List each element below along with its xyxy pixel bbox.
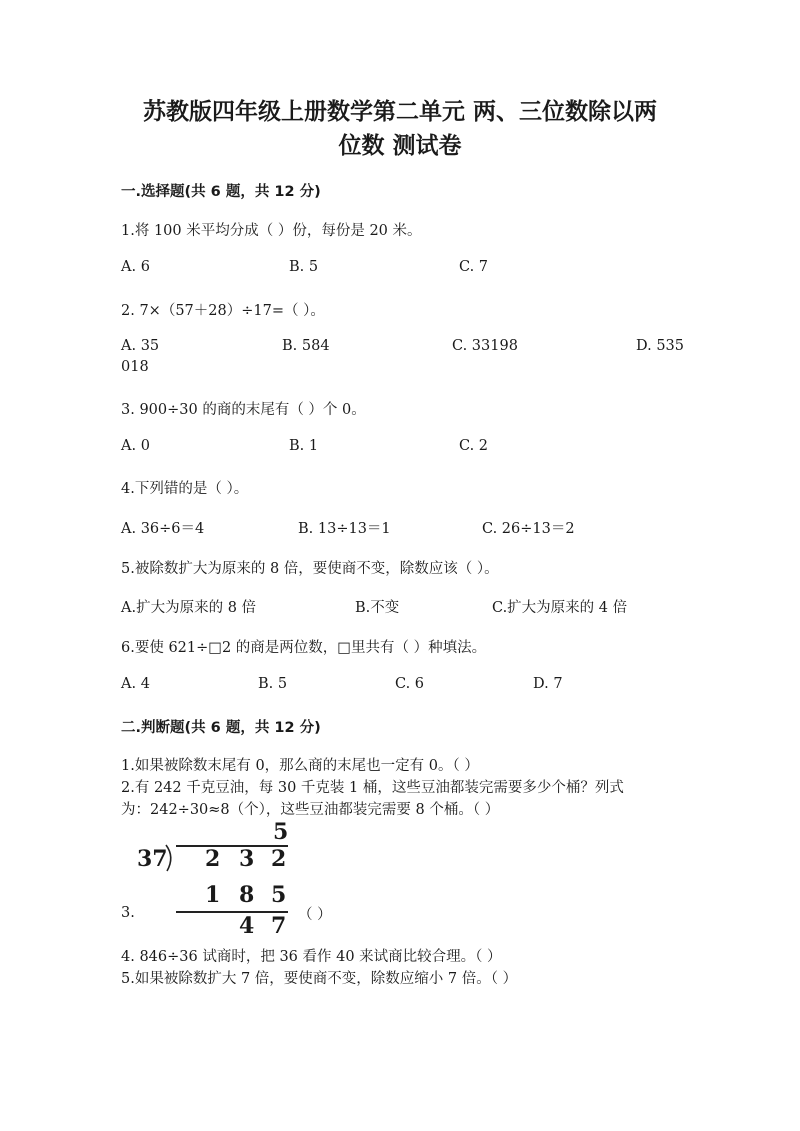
remainder-digit: 4 (239, 913, 255, 939)
judge-item-1: 1.如果被除数末尾有 0，那么商的末尾也一定有 0。（ ） (121, 758, 479, 774)
question-4: 4.下列错的是（ ）。 (121, 481, 249, 497)
option-6a: A. 4 (121, 676, 150, 692)
judge-item-5: 5.如果被除数扩大 7 倍，要使商不变，除数应缩小 7 倍。（ ） (121, 971, 518, 987)
option-2d-wrap: 018 (121, 359, 149, 375)
option-1a: A. 6 (121, 259, 150, 275)
product-digit: 1 (205, 882, 221, 908)
section-heading-choice: 一.选择题(共 6 题，共 12 分) (121, 184, 321, 200)
remainder-digit: 7 (271, 913, 287, 939)
dividend-digit: 3 (239, 846, 255, 872)
judge-item-3-answer: （ ） (298, 907, 332, 923)
judge-item-3-label: 3. (121, 905, 135, 921)
dividend-digit: 2 (205, 846, 221, 872)
option-2c: C. 33198 (452, 338, 518, 354)
judge-item-4: 4. 846÷36 试商时，把 36 看作 40 来试商比较合理。（ ） (121, 949, 502, 965)
option-3a: A. 0 (121, 438, 150, 454)
option-6b: B. 5 (258, 676, 288, 692)
product-digit: 5 (271, 882, 287, 908)
question-1: 1.将 100 米平均分成（ ）份，每份是 20 米。 (121, 223, 422, 239)
option-2a: A. 35 (121, 338, 160, 354)
option-4c: C. 26÷13＝2 (482, 521, 575, 537)
page-title-line1: 苏教版四年级上册数学第二单元 两、三位数除以两 (142, 99, 657, 125)
product-digit: 8 (239, 882, 255, 908)
option-4b: B. 13÷13＝1 (298, 521, 391, 537)
section-heading-judge: 二.判断题(共 6 题，共 12 分) (121, 720, 321, 736)
option-4a: A. 36÷6＝4 (121, 521, 205, 537)
option-5b: B.不变 (355, 600, 400, 616)
judge-item-2-line1: 2.有 242 千克豆油，每 30 千克装 1 桶，这些豆油都装完需要多少个桶？列式 (121, 780, 624, 796)
option-2b: B. 584 (282, 338, 330, 354)
option-6c: C. 6 (395, 676, 425, 692)
option-3c: C. 2 (459, 438, 489, 454)
division-divisor: 37 (137, 846, 168, 872)
question-5: 5.被除数扩大为原来的 8 倍，要使商不变，除数应该（ ）。 (121, 561, 499, 577)
division-bracket (164, 844, 178, 872)
option-3b: B. 1 (289, 438, 319, 454)
question-6: 6.要使 621÷□2 的商是两位数，□里共有（ ）种填法。 (121, 640, 487, 656)
division-quotient: 5 (273, 819, 289, 845)
option-5c: C.扩大为原来的 4 倍 (492, 600, 628, 616)
judge-item-2-line2: 为：242÷30≈8（个），这些豆油都装完需要 8 个桶。（ ） (121, 802, 500, 818)
option-2d: D. 535 (636, 338, 685, 354)
option-1b: B. 5 (289, 259, 319, 275)
page-title-line2: 位数 测试卷 (338, 133, 462, 159)
question-2: 2. 7×（57＋28）÷17=（ ）。 (121, 303, 325, 319)
dividend-digit: 2 (271, 846, 287, 872)
option-1c: C. 7 (459, 259, 489, 275)
option-5a: A.扩大为原来的 8 倍 (121, 600, 257, 616)
question-3: 3. 900÷30 的商的末尾有（ ）个 0。 (121, 402, 366, 418)
option-6d: D. 7 (533, 676, 563, 692)
